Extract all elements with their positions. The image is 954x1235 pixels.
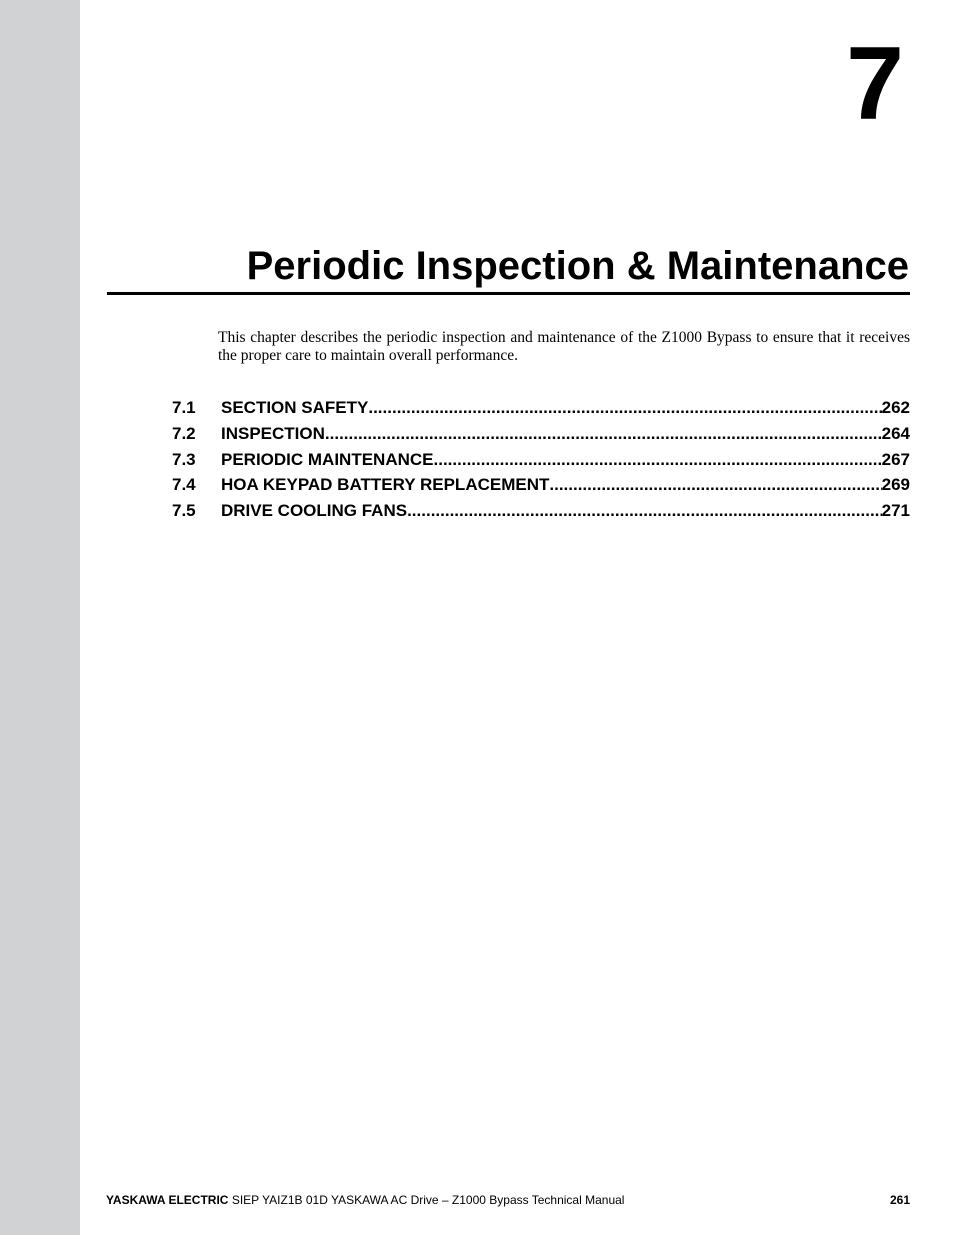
toc-entry-number: 7.3 — [172, 449, 196, 469]
footer-document-info — [106, 1193, 624, 1207]
toc-entry-title: DRIVE COOLING FANS — [221, 501, 408, 521]
toc-entry-section-safety[interactable] — [172, 398, 910, 424]
toc-entry-title: HOA KEYPAD BATTERY REPLACEMENT — [221, 475, 550, 495]
toc-entry-hoa-keypad-battery-replacement[interactable] — [172, 475, 910, 501]
toc-leader-dots — [368, 398, 881, 418]
toc-entry-page: 262 — [881, 398, 910, 417]
chapter-title: Periodic Inspection & Maintenance — [246, 244, 909, 288]
toc-entry-page: 267 — [881, 449, 910, 469]
toc-entry-page: 264 — [881, 423, 910, 443]
footer-brand: YASKAWA ELECTRIC — [106, 1193, 229, 1207]
toc-leader-dots — [407, 501, 882, 521]
footer-page-number: 261 — [889, 1193, 910, 1207]
toc-entry-title: SECTION SAFETY — [221, 398, 369, 417]
toc-entry-number: 7.1 — [172, 398, 196, 417]
toc-entry-number: 7.5 — [172, 501, 196, 521]
chapter-intro: This chapter describes the periodic inspection and maintenance of the Z1000 Bypass to ensure that it receives the proper care to maintain overall performance. — [218, 329, 910, 364]
toc-entry-number: 7.4 — [172, 475, 196, 495]
table-of-contents — [172, 398, 910, 527]
toc-entry-title: PERIODIC MAINTENANCE — [221, 449, 434, 469]
toc-leader-dots — [325, 424, 882, 444]
toc-entry-number: 7.2 — [172, 423, 196, 443]
toc-entry-periodic-maintenance[interactable] — [172, 450, 910, 476]
title-rule — [107, 292, 910, 295]
footer-document-title: SIEP YAIZ1B 01D YASKAWA AC Drive – Z1000 Bypass Technical Manual — [231, 1193, 625, 1207]
side-margin-band — [0, 0, 80, 1235]
toc-leader-dots — [434, 450, 882, 470]
toc-entry-page: 269 — [881, 475, 910, 495]
toc-entry-title: INSPECTION — [221, 423, 325, 443]
page-footer — [106, 1193, 910, 1207]
toc-leader-dots — [549, 475, 881, 495]
toc-entry-inspection[interactable] — [172, 424, 910, 450]
chapter-number: 7 — [846, 26, 904, 142]
toc-entry-page: 271 — [881, 501, 910, 521]
toc-entry-drive-cooling-fans[interactable] — [172, 501, 910, 527]
